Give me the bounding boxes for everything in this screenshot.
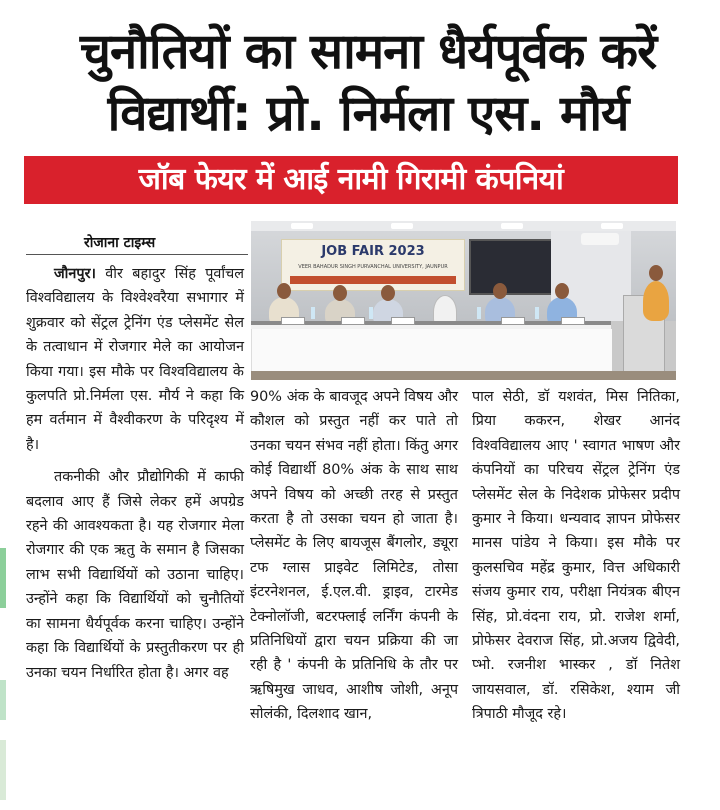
edge-color-strip bbox=[0, 740, 6, 800]
article-paragraph: 90% अंक के बावजूद अपने विषय और कौशल को प्रस्तुत नहीं कर पाते तो उनका चयन संभव नहीं होता। किंतु अगर कोई विद्यार्थी 80% अंक के साथ साथ अपने विषय को अच्छी तरह से प्रस्तुत करता है तो उसका चयन हो जाता है। प्लेसमेंट के लिए बायजूस बैंगलोर, ड्यूरा टफ ग्लास प्राइवेट लिमिटेड, तोसा इंटरनेशनल, ई.एल.वी. ड्राइव, टारमेड टेक्नोलॉजी, बटरफ्लाई लर्निंग कंपनी के प्रतिनिधियों द्वारा चयन प्रक्रिया की जा रही है ' कंपनी के प्रतिनिधि के तौर पर ऋषिमुख जाधव, आशीष जोशी, अनूप सोलंकी, दिलशाद खान, bbox=[250, 389, 458, 723]
job-fair-banner-title: JOB FAIR 2023 bbox=[321, 244, 425, 259]
dateline: जौनपुर। bbox=[54, 266, 96, 282]
byline: रोजाना टाइम्स bbox=[84, 235, 156, 251]
page-edge-remnant bbox=[0, 0, 16, 810]
name-card bbox=[391, 317, 415, 325]
name-card bbox=[341, 317, 365, 325]
article-paragraph: पाल सेठी, डॉ यशवंत, मिस नितिका, प्रिया ककरन, शेखर आनंद विश्वविद्यालय आए ' स्वागत भाषण और कंपनियों का परिचय सेंट्रल ट्रेनिंग एंड प्लेसमेंट सेल के निदेशक प्रोफेसर प्रदीप कुमार ने किया। धन्यवाद ज्ञापन प्रोफेसर मानस पांडेय ने किया। इस मौके पर कुलसचिव महेंद्र कुमार, वित्त अधिकारी संजय कुमार राय, परीक्षा नियंत्रक बीएन सिंह, प्रो.वंदना राय, प्रो. राजेश शर्मा, प्रोफेसर देवराज सिंह, प्रो.अजय द्विवेदी, प्भो. रजनीश भास्कर , डॉ नितेश जायसवाल, डॉ. रसिकेश, श्याम जी त्रिपाठी मौजूद रहे। bbox=[472, 389, 680, 723]
person-head bbox=[555, 283, 569, 299]
ceiling-lamp bbox=[501, 223, 523, 229]
ceiling-lamp bbox=[601, 223, 623, 229]
job-fair-banner bbox=[281, 239, 465, 291]
name-card bbox=[561, 317, 585, 325]
person-head bbox=[649, 265, 663, 281]
headline-line-1: चुनौतियों का सामना धैर्यपूर्वक करें bbox=[79, 23, 657, 80]
article-paragraph bbox=[26, 262, 244, 457]
article-column-2 bbox=[250, 385, 458, 727]
event-photo bbox=[251, 221, 676, 380]
person-head bbox=[381, 285, 395, 301]
ceiling-lamp bbox=[391, 223, 413, 229]
person-head bbox=[493, 283, 507, 299]
wall-screen bbox=[469, 239, 553, 295]
article-paragraph: तकनीकी और प्रौद्योगिकी में काफी बदलाव आए हैं जिसे लेकर हमें अपग्रेड रहने की आवश्यकता है। यह रोजगार मेला रोजगार की एक ऋतु के समान है जिसका लाभ सभी विद्यार्थियों को उठाना चाहिए। उन्होंने कहा कि विद्यार्थियों को चुनौतियों का सामना धैर्यपूर्वक करना चाहिए। उन्होंने कहा कि विद्यार्थियों के प्रस्तुतीकरण पर ही उनका चयन निर्धारित होता है। अगर वह bbox=[26, 469, 244, 681]
job-fair-banner-strip bbox=[290, 276, 456, 284]
person-head bbox=[277, 283, 291, 299]
water-bottle bbox=[477, 307, 481, 319]
water-bottle bbox=[311, 307, 315, 319]
water-bottle bbox=[535, 307, 539, 319]
article-column-1 bbox=[26, 262, 244, 685]
water-bottle bbox=[369, 307, 373, 319]
byline-rule bbox=[26, 254, 248, 255]
photo-floor bbox=[251, 371, 676, 380]
headline-line-2: विद्यार्थी: प्रो. निर्मला एस. मौर्य bbox=[107, 85, 629, 142]
job-fair-banner-subtitle: VEER BAHADUR SINGH PURVANCHAL UNIVERSITY, JAUNPUR bbox=[298, 264, 448, 270]
name-card bbox=[501, 317, 525, 325]
person-head bbox=[333, 285, 347, 301]
paragraph-text: वीर बहादुर सिंह पूर्वांचल विश्वविद्यालय के विश्वेश्वरैया सभागार में शुक्रवार को सेंट्रल ट्रेनिंग एंड प्लेसमेंट सेल के तत्वाधान में रोजगार मेले का आयोजन किया गया। इस मौके पर विश्वविद्यालय के कुलपति प्रो.निर्मला एस. मौर्य ने कहा कि हम वर्तमान में वैश्वीकरण के परिदृश्य में है। bbox=[26, 266, 244, 453]
speaker-person bbox=[643, 281, 669, 321]
subheadline-banner: जॉब फेयर में आई नामी गिरामी कंपनियां bbox=[24, 156, 678, 204]
edge-color-strip bbox=[0, 680, 6, 720]
air-conditioner bbox=[581, 233, 619, 245]
article-column-3 bbox=[472, 385, 680, 727]
edge-color-strip bbox=[0, 548, 6, 608]
ceiling-lamp bbox=[291, 223, 313, 229]
name-card bbox=[281, 317, 305, 325]
